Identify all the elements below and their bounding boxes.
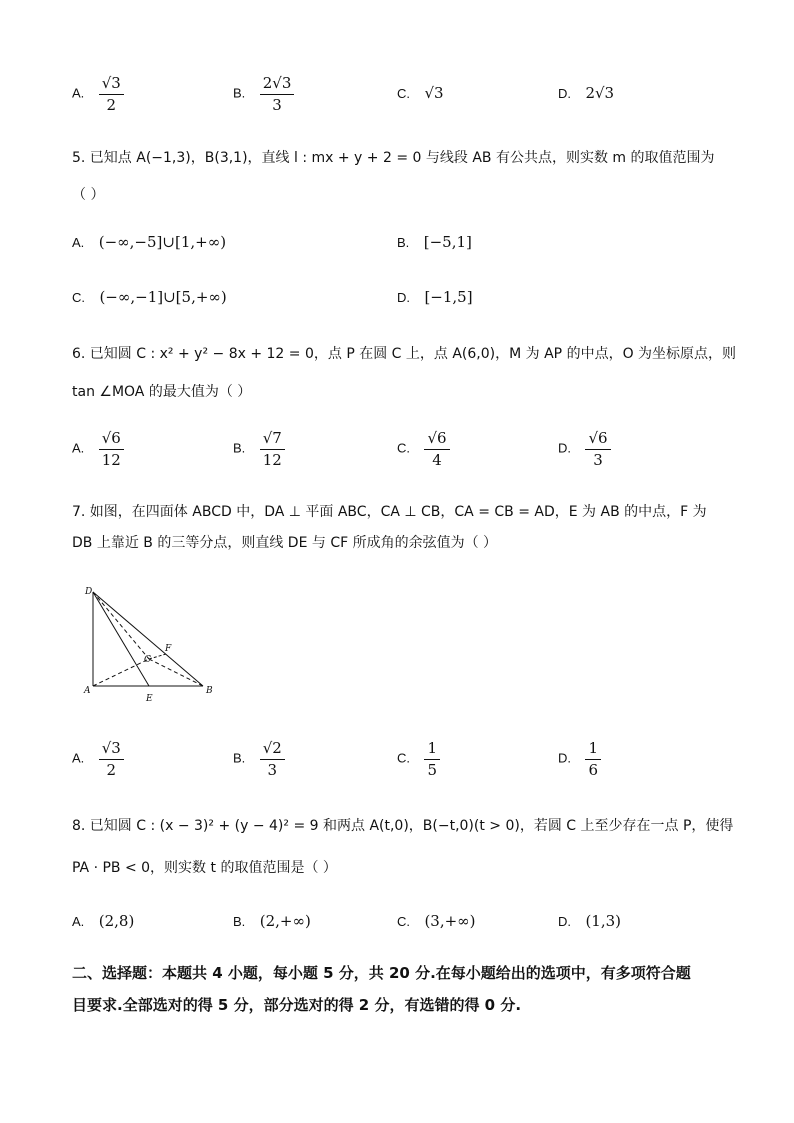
q4-option-d	[558, 84, 614, 102]
q7-option-a	[72, 738, 124, 779]
option-value: (2,+∞)	[259, 912, 311, 930]
numerator: √7	[260, 428, 285, 450]
fraction	[260, 738, 285, 779]
edge-dc	[93, 592, 149, 659]
q5-option-b	[397, 233, 472, 251]
q8-option-c	[397, 912, 476, 930]
label-b: B	[206, 686, 213, 696]
option-label: C.	[72, 290, 85, 305]
numerator: √6	[424, 428, 449, 450]
option-label: A.	[72, 85, 85, 101]
q6-option-a	[72, 428, 124, 469]
fraction	[585, 738, 601, 779]
q8-stem-line2: PA · PB < 0，则实数 t 的取值范围是（ ）	[72, 860, 337, 876]
q6-option-d	[558, 428, 611, 469]
denominator: 6	[588, 761, 598, 779]
denominator: 5	[427, 761, 437, 779]
q8-option-a	[72, 912, 134, 930]
section2-heading-line2: 目要求.全部选对的得 5 分，部分选对的得 2 分，有选错的得 0 分.	[72, 996, 522, 1014]
tetrahedron-figure	[80, 585, 220, 710]
option-label: B.	[397, 235, 410, 250]
numerator: √3	[99, 73, 124, 95]
fraction	[260, 428, 285, 469]
q7-stem-line1: 7. 如图，在四面体 ABCD 中，DA ⊥ 平面 ABC，CA ⊥ CB，CA = CB = AD，E 为 AB 的中点，F 为	[72, 504, 707, 520]
denominator: 2	[106, 96, 117, 114]
option-label: A.	[72, 235, 85, 250]
option-label: D.	[558, 86, 571, 101]
option-label: B.	[233, 914, 246, 929]
option-label: B.	[233, 85, 246, 101]
option-value: (−∞,−1]∪[5,+∞)	[99, 288, 227, 306]
option-label: C.	[397, 440, 410, 456]
option-value: (2,8)	[98, 912, 135, 930]
fraction	[424, 428, 449, 469]
option-label: A.	[72, 440, 85, 456]
option-label: C.	[397, 914, 410, 929]
q7-option-b	[233, 738, 285, 779]
q7-option-d	[558, 738, 601, 779]
option-label: B.	[233, 750, 246, 766]
edge-db	[93, 592, 203, 686]
q4-option-a	[72, 73, 124, 114]
q5-stem-line2: （ ）	[72, 187, 105, 203]
q6-option-c	[397, 428, 450, 469]
denominator: 12	[101, 451, 121, 469]
option-label: B.	[233, 440, 246, 456]
denominator: 4	[432, 451, 442, 469]
option-value: 2√3	[585, 84, 615, 102]
denominator: 3	[593, 451, 603, 469]
q5-stem-line1: 5. 已知点 A(−1,3)，B(3,1)，直线 l : mx + y + 2 = 0 与线段 AB 有公共点，则实数 m 的取值范围为	[72, 150, 715, 166]
section2-heading-line1: 二、选择题：本题共 4 小题，每小题 5 分，共 20 分.在每小题给出的选项中，有多项符合题	[72, 964, 691, 982]
denominator: 12	[262, 451, 282, 469]
option-label: D.	[397, 290, 410, 305]
option-value: (−∞,−5]∪[1,+∞)	[98, 233, 227, 251]
fraction	[99, 738, 124, 779]
option-label: A.	[72, 914, 85, 929]
q4-option-c	[397, 84, 444, 102]
q8-stem-line1: 8. 已知圆 C : (x − 3)² + (y − 4)² = 9 和两点 A(t,0)，B(−t,0)(t > 0)，若圆 C 上至少存在一点 P，使得	[72, 818, 734, 834]
fraction	[260, 73, 295, 114]
fraction	[424, 738, 440, 779]
option-label: C.	[397, 86, 410, 101]
denominator: 2	[106, 761, 117, 779]
fraction	[99, 428, 124, 469]
numerator: √6	[585, 428, 610, 450]
q6-stem-line1: 6. 已知圆 C : x² + y² − 8x + 12 = 0，点 P 在圆 C 上，点 A(6,0)，M 为 AP 的中点，O 为坐标原点，则	[72, 346, 737, 362]
edge-de	[93, 592, 149, 686]
option-label: A.	[72, 750, 85, 766]
option-value: [−1,5]	[424, 288, 473, 306]
numerator: √3	[99, 738, 124, 760]
option-value: √3	[424, 84, 444, 102]
numerator: √2	[260, 738, 285, 760]
fraction	[585, 428, 610, 469]
fraction	[99, 73, 124, 114]
label-d: D	[85, 587, 93, 597]
q5-option-c	[72, 288, 227, 306]
denominator: 3	[272, 96, 282, 114]
option-value: [−5,1]	[423, 233, 472, 251]
q7-stem-line2: DB 上靠近 B 的三等分点，则直线 DE 与 CF 所成角的余弦值为（ ）	[72, 535, 498, 551]
q4-option-b	[233, 73, 294, 114]
label-a: A	[84, 686, 91, 696]
option-value: (3,+∞)	[424, 912, 476, 930]
label-f: F	[165, 644, 172, 654]
option-label: D.	[558, 750, 571, 766]
option-label: D.	[558, 440, 571, 456]
q6-option-b	[233, 428, 285, 469]
denominator: 3	[267, 761, 278, 779]
q5-option-a	[72, 233, 226, 251]
numerator: 1	[424, 738, 440, 760]
q6-stem-line2: tan ∠MOA 的最大值为（ ）	[72, 384, 252, 400]
label-c: C	[144, 655, 151, 665]
option-label: D.	[558, 914, 571, 929]
numerator: 1	[585, 738, 601, 760]
edge-cf	[149, 654, 166, 659]
q8-option-d	[558, 912, 621, 930]
option-label: C.	[397, 750, 410, 766]
q7-option-c	[397, 738, 440, 779]
numerator: √6	[99, 428, 124, 450]
q5-option-d	[397, 288, 473, 306]
numerator: 2√3	[260, 73, 295, 95]
label-e: E	[146, 694, 153, 704]
q8-option-b	[233, 912, 311, 930]
option-value: (1,3)	[585, 912, 622, 930]
